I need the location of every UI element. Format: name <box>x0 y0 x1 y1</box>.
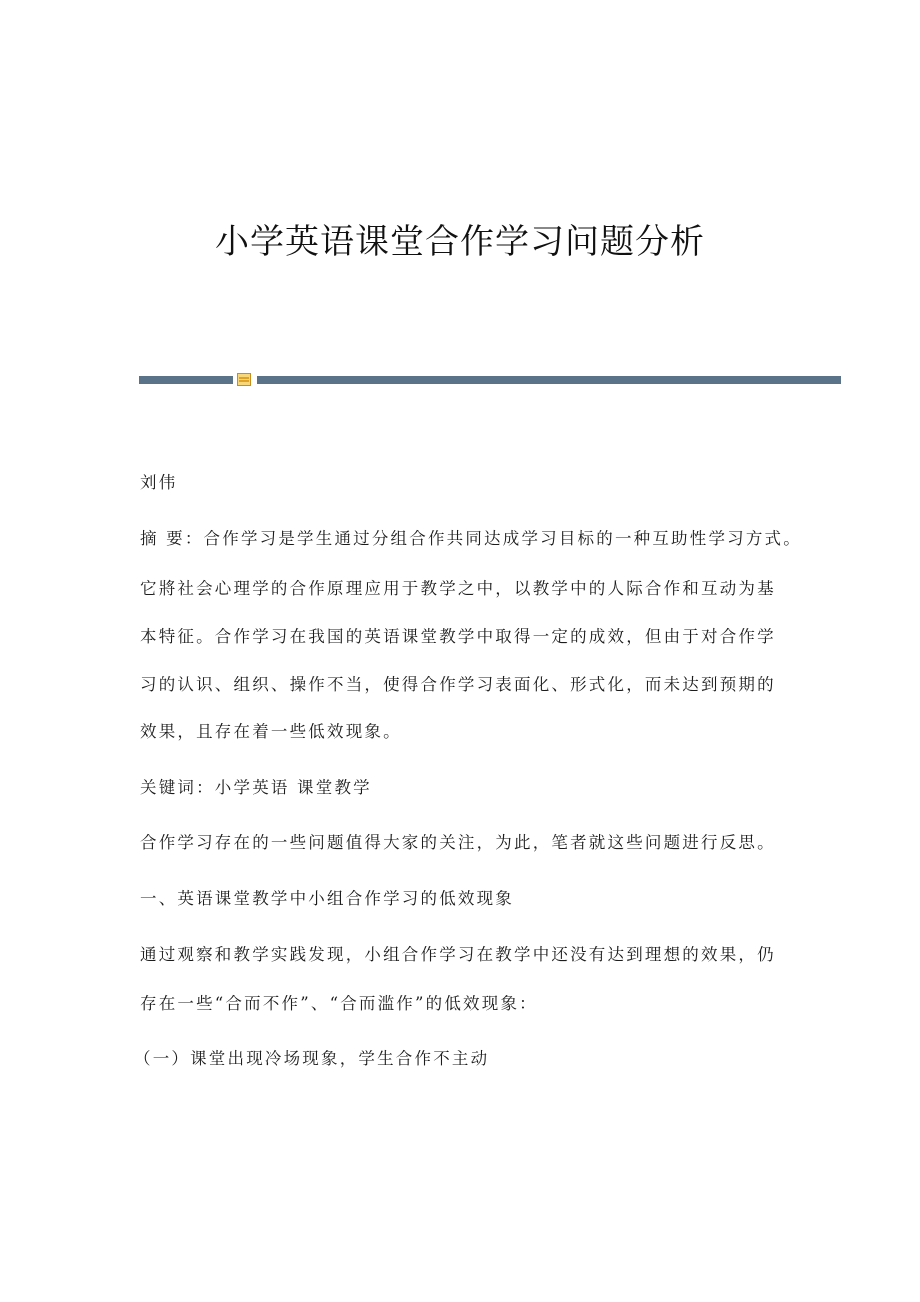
section-1-line-1: 通过观察和教学实践发现，小组合作学习在教学中还没有达到理想的效果，仍 <box>140 945 776 964</box>
title-divider <box>139 373 841 387</box>
section-heading-1: 一、英语课堂教学中小组合作学习的低效现象 <box>140 889 514 908</box>
divider-ornament-icon <box>237 373 251 386</box>
abstract-line-5: 效果，且存在着一些低效现象。 <box>140 722 402 741</box>
abstract-line-1: 摘 要：合作学习是学生通过分组合作共同达成学习目标的一种互助性学习方式。 <box>140 529 802 548</box>
abstract-line-2: 它將社会心理学的合作原理应用于教学之中，以教学中的人际合作和互动为基 <box>140 579 776 598</box>
divider-bar-left <box>139 376 233 384</box>
keywords-line: 关键词：小学英语 课堂教学 <box>140 778 372 797</box>
subsection-heading-1: （一）课堂出现冷场现象，学生合作不主动 <box>134 1049 490 1068</box>
divider-bar-right <box>257 376 841 384</box>
document-title: 小学英语课堂合作学习问题分析 <box>215 222 705 262</box>
section-1-line-2: 存在一些“合而不作”、“合而滥作”的低效现象： <box>140 994 538 1013</box>
abstract-line-3: 本特征。合作学习在我国的英语课堂教学中取得一定的成效，但由于对合作学 <box>140 627 776 646</box>
intro-paragraph: 合作学习存在的一些问题值得大家的关注，为此，笔者就这些问题进行反思。 <box>140 833 776 852</box>
author-name: 刘伟 <box>140 473 178 492</box>
abstract-line-4: 习的认识、组织、操作不当，使得合作学习表面化、形式化，而未达到预期的 <box>140 675 776 694</box>
